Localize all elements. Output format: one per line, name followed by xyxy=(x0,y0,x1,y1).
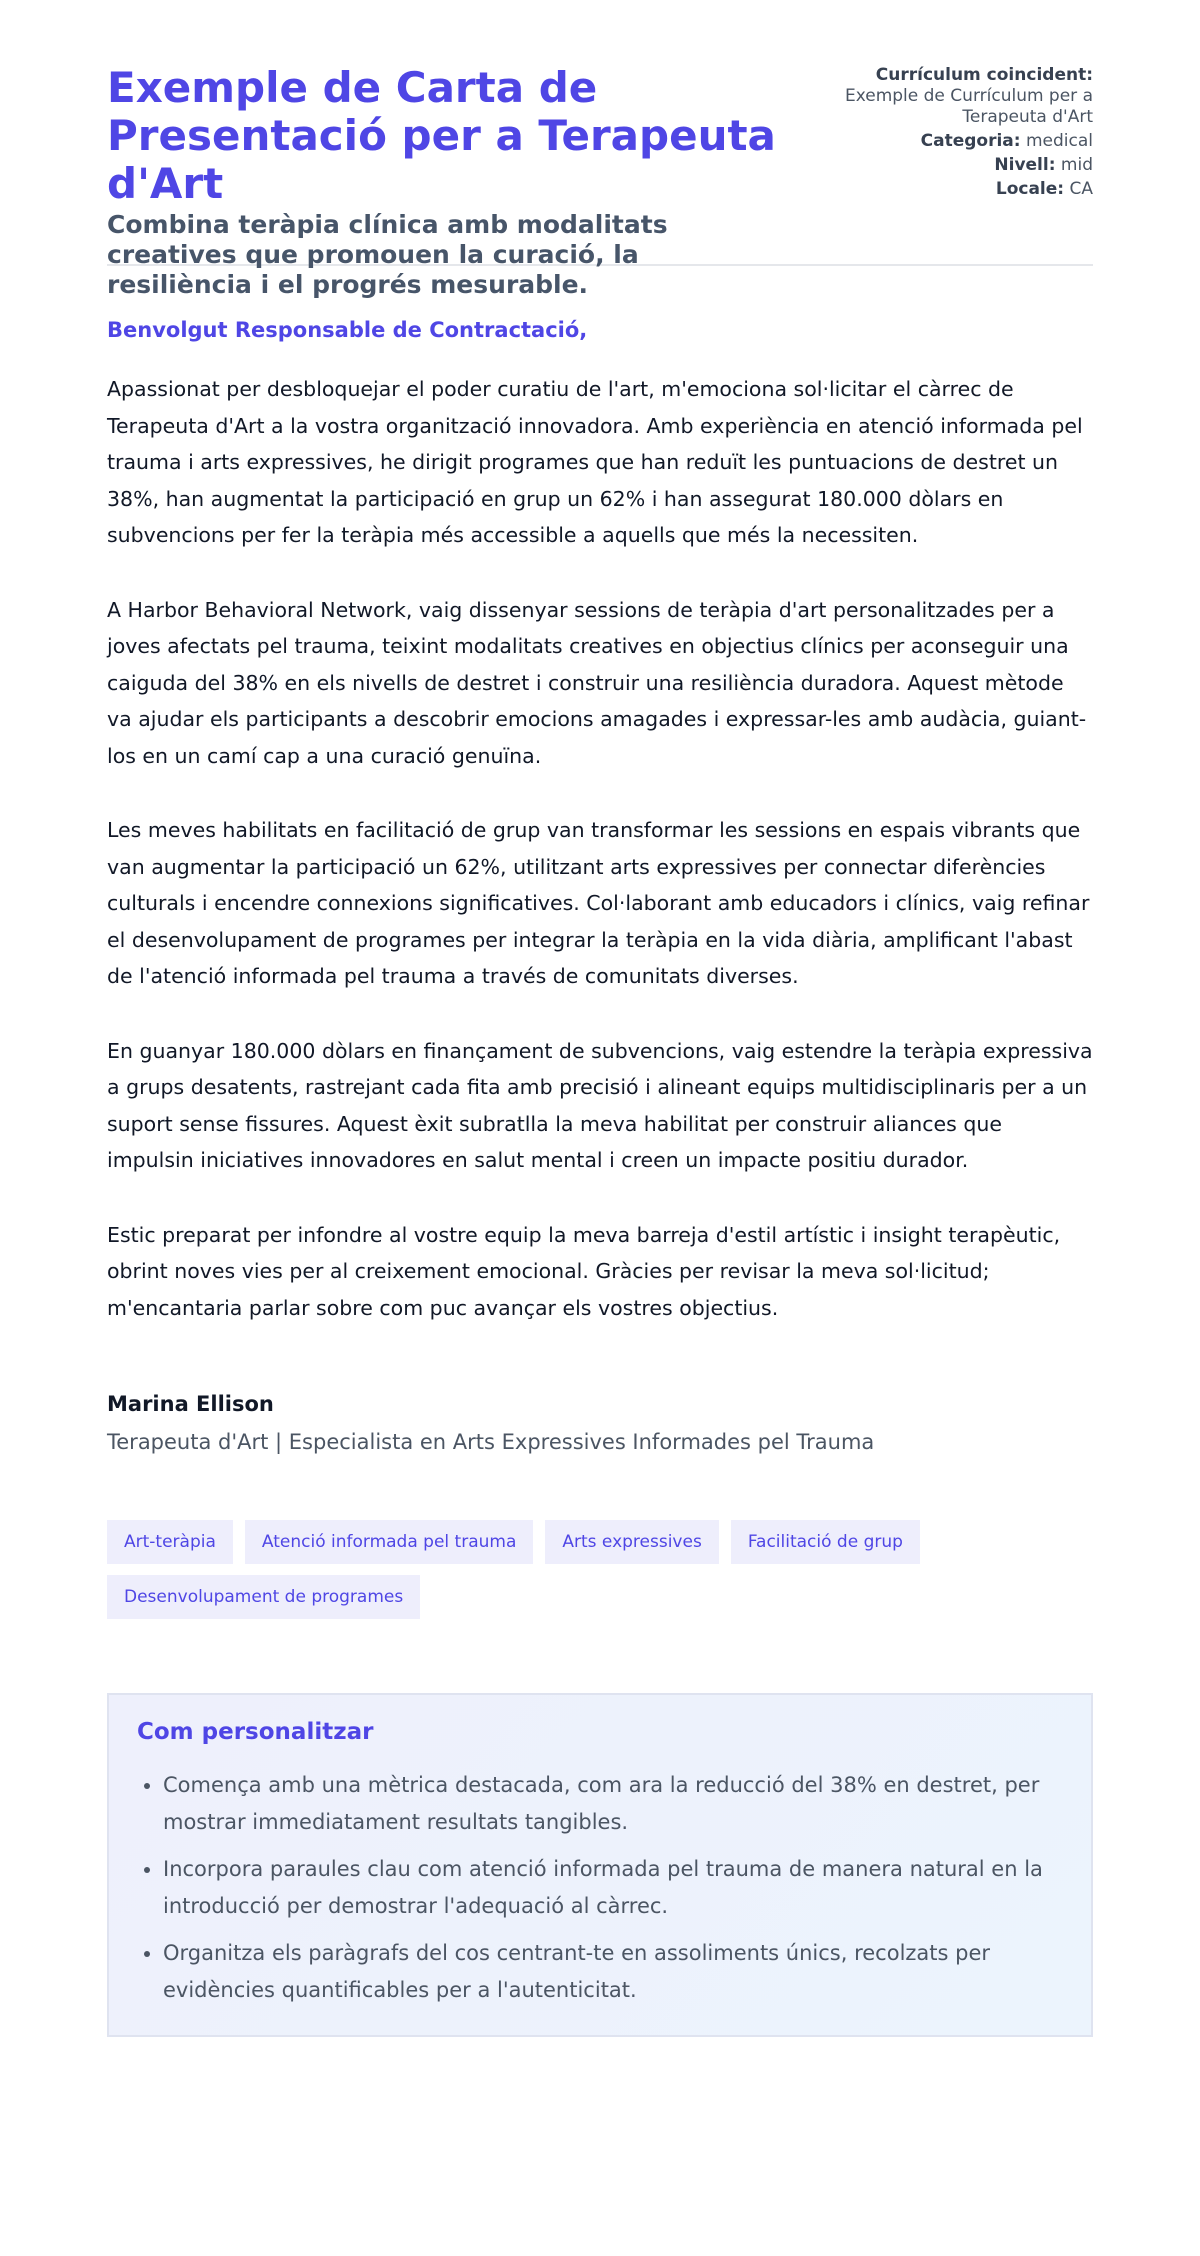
meta-resume xyxy=(803,65,1093,128)
header xyxy=(107,0,1093,299)
skill-tag: Facilitació de grup xyxy=(731,1520,920,1564)
meta-panel xyxy=(803,65,1093,203)
meta-resume-value: Exemple de Currículum per a Terapeuta d'Art xyxy=(844,86,1093,127)
letter-body xyxy=(107,371,1093,1326)
customization-tips-box xyxy=(107,1693,1093,2037)
meta-category-label: Categoria: xyxy=(920,131,1021,151)
tip-item: • Comença amb una mètrica destacada, com ara la reducció del 38% en destret, per mostrar immediatament resultats tangibles. xyxy=(163,1767,1063,1841)
skill-tag: Arts expressives xyxy=(545,1520,718,1564)
signature-title: Terapeuta d'Art | Especialista en Arts Expressives Informades pel Trauma xyxy=(107,1430,875,1454)
tips-title: Com personalitzar xyxy=(137,1719,374,1745)
skill-tag: Desenvolupament de programes xyxy=(107,1575,420,1619)
page-subtitle: Combina teràpia clínica amb modalitats creatives que promouen la curació, la resiliència i el progrés mesurable. xyxy=(107,210,668,299)
meta-locale xyxy=(803,179,1093,200)
meta-category-value: medical xyxy=(1025,131,1093,151)
meta-level-value: mid xyxy=(1060,155,1093,175)
page-title: Exemple de Carta de Presentació per a Terapeuta d'Art xyxy=(107,63,776,208)
letter-paragraph: Apassionat per desbloquejar el poder curatiu de l'art, m'emociona sol·licitar el càrrec de Terapeuta d'Art a la vostra organització innovadora. Amb experiència en atenció informada pel trauma i arts expressives, he dirigit programes que han reduït les puntuacions de destret un 38%, han augmentat la participació en grup un 62% i han assegurat 180.000 dòlars en subvencions per fer la teràpia més accessible a aquells que més la necessiten. xyxy=(107,377,1083,547)
skill-tags xyxy=(107,1520,967,1619)
skill-tag: Atenció informada pel trauma xyxy=(245,1520,533,1564)
salutation: Benvolgut Responsable de Contractació, xyxy=(107,318,588,342)
tips-list xyxy=(137,1767,1063,2009)
letter-paragraph: Estic preparat per infondre al vostre equip la meva barreja d'estil artístic i insight terapèutic, obrint noves vies per al creixement emocional. Gràcies per revisar la meva sol·licitud; m'encantaria parlar sobre com puc avançar els vostres objectius. xyxy=(107,1222,1061,1320)
tip-item: • Organitza els paràgrafs del cos centrant-te en assoliments únics, recolzats per evidències quantificables per a l'autenticitat. xyxy=(163,1935,1063,2009)
meta-resume-label: Currículum coincident: xyxy=(875,65,1093,85)
tip-item: • Incorpora paraules clau com atenció informada pel trauma de manera natural en la introducció per demostrar l'adequació al càrrec. xyxy=(163,1851,1063,1925)
letter-paragraph: En guanyar 180.000 dòlars en finançament de subvencions, vaig estendre la teràpia expressiva a grups desatents, rastrejant cada fita amb precisió i alineant equips multidisciplinaris per a un suport sense fissures. Aquest èxit subratlla la meva habilitat per construir aliances que impulsin iniciatives innovadores en salut mental i creen un impacte positiu durador. xyxy=(107,1038,1093,1172)
meta-category xyxy=(803,131,1093,152)
skill-tag: Art-teràpia xyxy=(107,1520,233,1564)
signature-name: Marina Ellison xyxy=(107,1392,274,1416)
meta-level xyxy=(803,155,1093,176)
meta-locale-label: Locale: xyxy=(995,179,1065,199)
letter-paragraph: Les meves habilitats en facilitació de grup van transformar les sessions en espais vibrants que van augmentar la participació un 62%, utilitzant arts expressives per connectar diferències culturals i encendre connexions significatives. Col·laborant amb educadors i clínics, vaig refinar el desenvolupament de programes per integrar la teràpia en la vida diària, amplificant l'abast de l'atenció informada pel trauma a través de comunitats diverses. xyxy=(107,818,1090,988)
meta-locale-value: CA xyxy=(1069,179,1093,199)
meta-level-label: Nivell: xyxy=(994,155,1056,175)
letter-paragraph: A Harbor Behavioral Network, vaig dissenyar sessions de teràpia d'art personalitzades per a joves afectats pel trauma, teixint modalitats creatives en objectius clínics per aconseguir una caiguda del 38% en els nivells de destret i construir una resiliència duradora. Aquest mètode va ajudar els participants a descobrir emocions amagades i expressar-les amb audàcia, guiant-los en un camí cap a una curació genuïna. xyxy=(107,597,1087,768)
